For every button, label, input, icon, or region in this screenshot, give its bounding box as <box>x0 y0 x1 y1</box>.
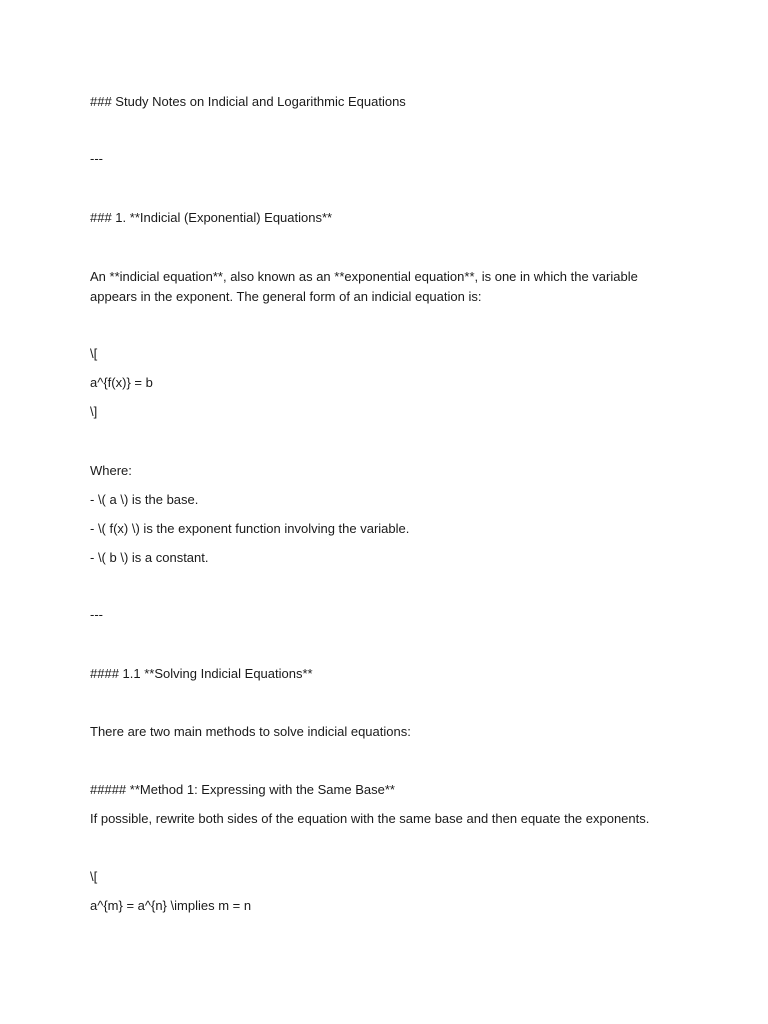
where-item-3: - \( b \) is a constant. <box>90 550 209 565</box>
where-item-1: - \( a \) is the base. <box>90 492 199 507</box>
methods-intro: There are two main methods to solve indicial equations: <box>90 724 411 739</box>
equation-2-open: \[ <box>90 869 98 884</box>
intro-line-2: appears in the exponent. The general form of an indicial equation is: <box>90 288 482 304</box>
equation-1-body: a^{f(x)} = b <box>90 375 153 390</box>
section-1-heading: ### 1. **Indicial (Exponential) Equations** <box>90 210 333 225</box>
horizontal-rule-2: --- <box>90 607 103 622</box>
intro-paragraph <box>90 267 670 306</box>
equation-2-body: a^{m} = a^{n} \implies m = n <box>90 898 252 913</box>
document-title: ### Study Notes on Indicial and Logarithmic Equations <box>90 94 406 109</box>
where-item-2: - \( f(x) \) is the exponent function involving the variable. <box>90 521 410 536</box>
subsection-heading: #### 1.1 **Solving Indicial Equations** <box>90 666 313 681</box>
method-1-heading: ##### **Method 1: Expressing with the Same Base** <box>90 782 395 797</box>
horizontal-rule-1: --- <box>90 151 103 166</box>
where-label: Where: <box>90 463 132 478</box>
equation-1-close: \] <box>90 404 98 419</box>
equation-1-open: \[ <box>90 346 98 361</box>
method-1-text: If possible, rewrite both sides of the equation with the same base and then equate the exponents. <box>90 811 650 826</box>
intro-line-1: An **indicial equation**, also known as an **exponential equation**, is one in which the variable <box>90 269 638 284</box>
